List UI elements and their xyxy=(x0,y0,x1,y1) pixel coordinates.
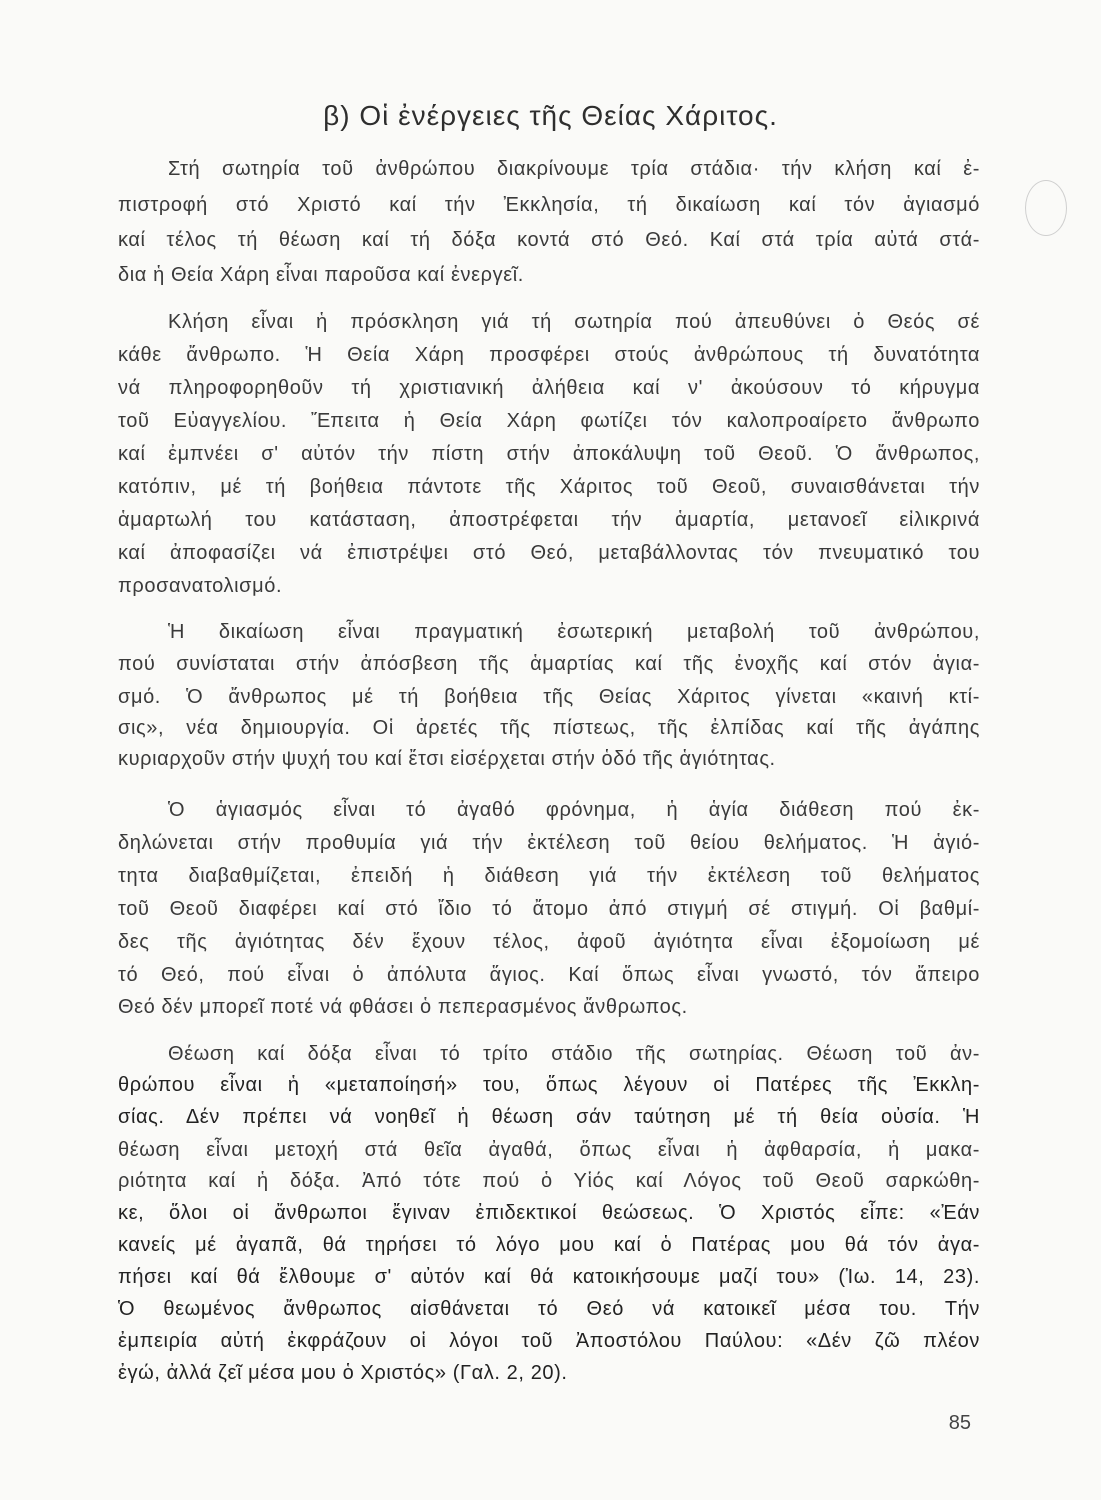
text-line: κυριαρχοῦν στήν ψυχή του καί ἔτσι εἰσέρχεται στήν ὁδό τῆς ἁγιότητας. xyxy=(118,748,776,770)
text-line: τό Θεό, πού εἶναι ὁ ἀπόλυτα ἅγιος. Καί ὅπως εἶναι γνωστό, τόν ἄπειρο xyxy=(118,964,980,986)
text-line: ἐγώ, ἀλλά ζεῖ μέσα μου ὁ Χριστός» (Γαλ. 2, 20). xyxy=(118,1362,568,1384)
text-line: ἐμπειρία αὐτή ἐκφράζουν οἱ λόγοι τοῦ Ἀποστόλου Παύλου: «Δέν ζῶ πλέον xyxy=(118,1330,980,1352)
text-line: καί ἀποφασίζει νά ἐπιστρέψει στό Θεό, μεταβάλλοντας τόν πνευματικό του xyxy=(118,542,980,564)
text-line: Ὁ ἁγιασμός εἶναι τό ἀγαθό φρόνημα, ἡ ἁγία διάθεση πού ἐκ- xyxy=(168,799,980,821)
text-line: Ὁ θεωμένος ἄνθρωπος αἰσθάνεται τό Θεό νά κατοικεῖ μέσα του. Τήν xyxy=(118,1298,980,1320)
text-line: ἁμαρτωλή του κατάσταση, ἀποστρέφεται τήν ἁμαρτία, μετανοεῖ εἰλικρινά xyxy=(118,509,980,531)
text-line: νά πληροφορηθοῦν τή χριστιανική ἀλήθεια καί ν' ἀκούσουν τό κήρυγμα xyxy=(118,377,980,399)
text-line: δια ἡ Θεία Χάρη εἶναι παροῦσα καί ἐνεργεῖ. xyxy=(118,264,524,286)
text-line: Ἡ δικαίωση εἶναι πραγματική ἐσωτερική μεταβολή τοῦ ἀνθρώπου, xyxy=(168,621,980,643)
text-line: Θεό δέν μπορεῖ ποτέ νά φθάσει ὁ πεπερασμένος ἄνθρωπος. xyxy=(118,996,688,1018)
text-line: κανείς μέ ἀγαπᾶ, θά τηρήσει τό λόγο μου καί ὁ Πατέρας μου θά τόν ἀγα- xyxy=(118,1234,980,1256)
text-line: καί ἐμπνέει σ' αὐτόν τήν πίστη στήν ἀποκάλυψη τοῦ Θεοῦ. Ὁ ἄνθρωπος, xyxy=(118,443,980,465)
text-line: κε, ὅλοι οἱ ἄνθρωποι ἔγιναν ἐπιδεκτικοί θεώσεως. Ὁ Χριστός εἶπε: «Ἐάν xyxy=(118,1202,980,1224)
margin-annotation-mark xyxy=(1025,180,1067,236)
text-line: σίας. Δέν πρέπει νά νοηθεῖ ἡ θέωση σάν ταύτηση μέ τή θεία οὐσία. Ἡ xyxy=(118,1106,980,1128)
page-number: 85 xyxy=(948,1412,971,1434)
text-line: προσανατολισμό. xyxy=(118,575,283,597)
text-line: καί τέλος τή θέωση καί τή δόξα κοντά στό Θεό. Καί στά τρία αὐτά στά- xyxy=(118,229,980,251)
text-line: δηλώνεται στήν προθυμία γιά τήν ἐκτέλεση τοῦ θείου θελήματος. Ἡ ἁγιό- xyxy=(118,832,980,854)
section-title: β) Οἱ ἐνέργειες τῆς Θείας Χάριτος. xyxy=(323,100,778,131)
text-line: πήσει καί θά ἔλθουμε σ' αὐτόν καί θά κατοικήσουμε μαζί του» (Ἰω. 14, 23). xyxy=(118,1266,980,1288)
text-line: τοῦ Εὐαγγελίου. Ἔπειτα ἡ Θεία Χάρη φωτίζει τόν καλοπροαίρετο ἄνθρωπο xyxy=(118,410,980,432)
text-line: κάθε ἄνθρωπο. Ἡ Θεία Χάρη προσφέρει στούς ἀνθρώπους τή δυνατότητα xyxy=(118,344,980,366)
text-line: Στή σωτηρία τοῦ ἀνθρώπου διακρίνουμε τρία στάδια· τήν κλήση καί ἐ- xyxy=(168,158,980,180)
text-line: κατόπιν, μέ τή βοήθεια πάντοτε τῆς Χάριτος τοῦ Θεοῦ, συναισθάνεται τήν xyxy=(118,476,980,498)
text-line: δες τῆς ἁγιότητας δέν ἔχουν τέλος, ἀφοῦ ἁγιότητα εἶναι ἐξομοίωση μέ xyxy=(118,931,980,953)
text-line: Θέωση καί δόξα εἶναι τό τρίτο στάδιο τῆς σωτηρίας. Θέωση τοῦ ἀν- xyxy=(168,1043,980,1065)
text-line: πού συνίσταται στήν ἀπόσβεση τῆς ἁμαρτίας καί τῆς ἐνοχῆς καί στόν ἁγια- xyxy=(118,653,980,675)
text-line: τοῦ Θεοῦ διαφέρει καί στό ἴδιο τό ἄτομο ἀπό στιγμή σέ στιγμή. Οἱ βαθμί- xyxy=(118,898,980,920)
text-line: τητα διαβαθμίζεται, ἐπειδή ἡ διάθεση γιά τήν ἐκτέλεση τοῦ θελήματος xyxy=(118,865,980,887)
text-line: ριότητα καί ἡ δόξα. Ἀπό τότε πού ὁ Υἱός καί Λόγος τοῦ Θεοῦ σαρκώθη- xyxy=(118,1170,980,1192)
text-line: πιστροφή στό Χριστό καί τήν Ἐκκλησία, τή δικαίωση καί τόν ἁγιασμό xyxy=(118,194,980,216)
text-line: Κλήση εἶναι ἡ πρόσκληση γιά τή σωτηρία πού ἀπευθύνει ὁ Θεός σέ xyxy=(168,311,980,333)
text-line: θρώπου εἶναι ἡ «μεταποίησή» του, ὅπως λέγουν οἱ Πατέρες τῆς Ἐκκλη- xyxy=(118,1074,980,1096)
text-line: σις», νέα δημιουργία. Οἱ ἀρετές τῆς πίστεως, τῆς ἐλπίδας καί τῆς ἀγάπης xyxy=(118,717,980,739)
text-line: θέωση εἶναι μετοχή στά θεῖα ἀγαθά, ὅπως εἶναι ἡ ἀφθαρσία, ἡ μακα- xyxy=(118,1139,980,1161)
text-line: σμό. Ὁ ἄνθρωπος μέ τή βοήθεια τῆς Θείας Χάριτος γίνεται «καινή κτί- xyxy=(118,686,980,708)
